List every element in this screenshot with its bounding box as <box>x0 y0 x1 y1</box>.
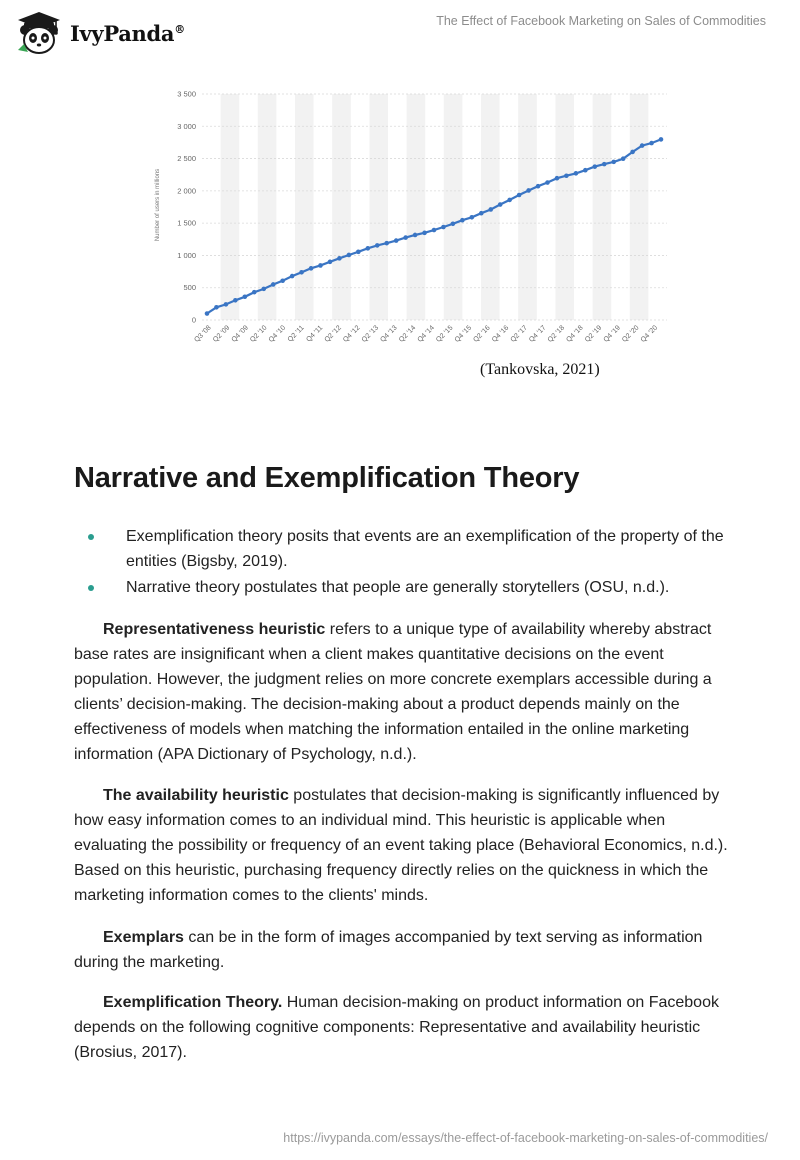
chart-data-point <box>347 253 352 258</box>
chart-y-tick-label: 2 500 <box>177 154 196 164</box>
chart-data-point <box>261 287 266 292</box>
chart-data-point <box>517 193 522 198</box>
chart-y-tick-labels <box>177 90 196 325</box>
chart-data-point <box>214 305 219 310</box>
paragraph-lead: Exemplars <box>103 929 184 946</box>
chart-band <box>295 94 314 320</box>
chart-data-point <box>252 290 257 295</box>
chart-x-tick-label: Q4 '17 <box>528 324 548 344</box>
footer-url-link[interactable]: https://ivypanda.com/essays/the-effect-of-facebook-marketing-on-sales-of-commodities/ <box>283 1131 768 1145</box>
document-title: The Effect of Facebook Marketing on Sales of Commodities <box>436 14 766 28</box>
chart-data-point <box>621 156 626 161</box>
chart-x-tick-label: Q2 '19 <box>583 324 604 344</box>
chart-x-tick-label: Q2 '11 <box>286 324 306 344</box>
logo-text: IvyPanda® <box>70 20 185 46</box>
chart-x-tick-label: Q4 '16 <box>490 324 511 344</box>
section-heading: Narrative and Exemplification Theory <box>74 462 580 494</box>
figure-caption: (Tankovska, 2021) <box>480 361 600 378</box>
chart-y-tick-label: 3 500 <box>177 89 196 99</box>
chart-data-point <box>592 164 597 169</box>
paragraph-lead: The availability heuristic <box>103 787 289 804</box>
chart-x-tick-label: Q3 '08 <box>193 324 213 344</box>
chart-x-tick-label: Q4 '14 <box>416 324 436 344</box>
paragraph-text: refers to a unique type of availability whereby abstract base rates are insignificant when a client makes quantitative decisions on the event population. However, the judgment relies on more concrete exemplars accessible during a clients’ decision-making. The decision-making about a product depends mainly on the effectiveness of models when matching the information entailed in the online marketing information (APA Dictionary of Psychology, n.d.). <box>74 621 712 763</box>
chart-x-tick-label: Q2 '14 <box>397 324 418 344</box>
chart-data-point <box>451 221 456 226</box>
paragraph-exemplification-theory <box>74 990 734 1065</box>
chart-x-tick-label: Q2 '10 <box>249 324 269 344</box>
chart-x-tick-label: Q4 '19 <box>602 324 622 344</box>
chart-data-point <box>659 137 664 142</box>
chart-x-tick-label: Q2 '18 <box>546 324 567 344</box>
chart-band <box>221 94 240 320</box>
chart-data-point <box>328 260 333 265</box>
chart-data-point <box>299 270 304 275</box>
chart-x-tick-label: Q4 '12 <box>342 324 362 344</box>
chart-data-point <box>337 256 342 261</box>
chart-x-tick-label: Q2 '12 <box>323 324 343 344</box>
chart-data-point <box>470 215 475 220</box>
chart-band <box>444 94 463 320</box>
chart-data-point <box>649 141 654 146</box>
chart-band <box>630 94 649 320</box>
chart-x-tick-label: Q4 '10 <box>267 324 288 344</box>
list-item <box>74 575 734 600</box>
chart-data-point <box>356 250 361 255</box>
chart-band <box>555 94 574 320</box>
chart-x-tick-label: Q4 '20 <box>639 324 660 344</box>
chart-x-tick-label: Q4 '15 <box>453 324 474 344</box>
chart-data-point <box>403 235 408 240</box>
chart-x-tick-label: Q2 '20 <box>621 324 641 344</box>
chart-data-point <box>441 225 446 230</box>
chart-x-tick-label: Q4 '11 <box>305 324 325 344</box>
chart-data-point <box>479 211 484 216</box>
bullet-text: Exemplification theory posits that events are an exemplification of the property of the entities (Bigsby, 2019). <box>126 528 724 570</box>
chart-band <box>593 94 612 320</box>
chart-data-point <box>526 188 531 193</box>
bullet-dot-icon <box>88 534 94 540</box>
chart-y-tick-label: 0 <box>191 315 196 325</box>
bullet-text: Narrative theory postulates that people are generally storytellers (OSU, n.d.). <box>126 579 670 596</box>
chart-data-point <box>574 171 579 176</box>
chart-data-point <box>375 243 380 248</box>
paragraph-representativeness <box>74 617 734 767</box>
paragraph-text: can be in the form of images accompanied by text serving as information during the marketing. <box>74 929 703 971</box>
logo[interactable] <box>14 10 185 56</box>
panda-logo-icon <box>14 10 64 56</box>
chart-data-point <box>488 207 493 212</box>
paragraph-exemplars <box>74 925 734 975</box>
chart-x-tick-label: Q2 '15 <box>435 324 455 344</box>
chart-band <box>518 94 537 320</box>
chart-y-tick-label: 1 500 <box>177 218 196 228</box>
chart-data-point <box>290 274 295 279</box>
paragraph-availability <box>74 783 734 908</box>
chart-y-tick-label: 3 000 <box>177 121 196 131</box>
chart-data-point <box>233 298 238 303</box>
chart-data-point <box>432 228 437 233</box>
chart-band <box>332 94 351 320</box>
chart-data-point <box>460 218 465 223</box>
bullet-list <box>74 524 734 601</box>
chart-data-point <box>271 282 276 287</box>
chart-data-point <box>640 143 645 148</box>
chart-data-point <box>384 241 389 246</box>
bullet-dot-icon <box>88 585 94 591</box>
chart-data-point <box>205 311 210 316</box>
chart-data-point <box>611 160 616 165</box>
chart-x-tick-label: Q4 '18 <box>565 324 585 344</box>
chart-band <box>369 94 388 320</box>
chart-data-point <box>602 162 607 167</box>
paragraph-lead: Exemplification Theory. <box>103 994 283 1011</box>
chart-data-point <box>555 176 560 181</box>
chart-data-point <box>422 231 427 236</box>
chart-background-bands <box>221 94 649 320</box>
chart-data-point <box>280 278 285 283</box>
chart-x-tick-label: Q2 '13 <box>360 324 381 344</box>
chart-data-point <box>394 238 399 243</box>
chart-x-tick-label: Q4 '09 <box>230 324 250 344</box>
page-header <box>0 0 800 60</box>
chart-data-point <box>507 198 512 203</box>
chart-data-point <box>498 202 503 207</box>
chart-data-point <box>583 168 588 173</box>
chart-data-point <box>413 233 418 238</box>
paragraph-text: Human decision-making on product information on Facebook depends on the following cognitive components: Representative and availability heuristic (Brosius, 2017). <box>74 994 719 1061</box>
chart-data-point <box>536 184 541 189</box>
chart-y-tick-label: 2 000 <box>177 186 196 196</box>
chart-band <box>407 94 426 320</box>
facebook-users-line-chart <box>145 80 675 360</box>
chart-y-axis-label: Number of users in millions <box>155 168 161 242</box>
paragraph-lead: Representativeness heuristic <box>103 621 326 638</box>
chart-x-tick-labels <box>193 324 659 343</box>
chart-x-tick-label: Q2 '09 <box>211 324 232 344</box>
chart-data-point <box>630 150 635 155</box>
chart-data-point <box>318 263 323 268</box>
chart-data-point <box>224 302 229 307</box>
chart-data-point <box>564 173 569 178</box>
chart-data-point <box>545 180 550 185</box>
chart-x-tick-label: Q2 '16 <box>472 324 492 344</box>
paragraph-text: postulates that decision-making is significantly influenced by how easy information comes to an individual mind. This heuristic is applicable when evaluating the possibility or frequency of an event taking place (Behavioral Economics, n.d.). Based on this heuristic, purchasing frequency directly relies on the quickness in which the marketing information comes to the clients' minds. <box>74 787 728 904</box>
chart-data-point <box>365 246 370 251</box>
chart-x-tick-label: Q2 '17 <box>509 324 529 344</box>
chart-y-tick-label: 500 <box>183 283 196 293</box>
chart-data-point <box>309 266 314 271</box>
chart-x-tick-label: Q4 '13 <box>379 324 399 344</box>
list-item <box>74 524 734 574</box>
chart-data-point <box>243 294 248 299</box>
chart-y-tick-label: 1 000 <box>177 250 196 260</box>
